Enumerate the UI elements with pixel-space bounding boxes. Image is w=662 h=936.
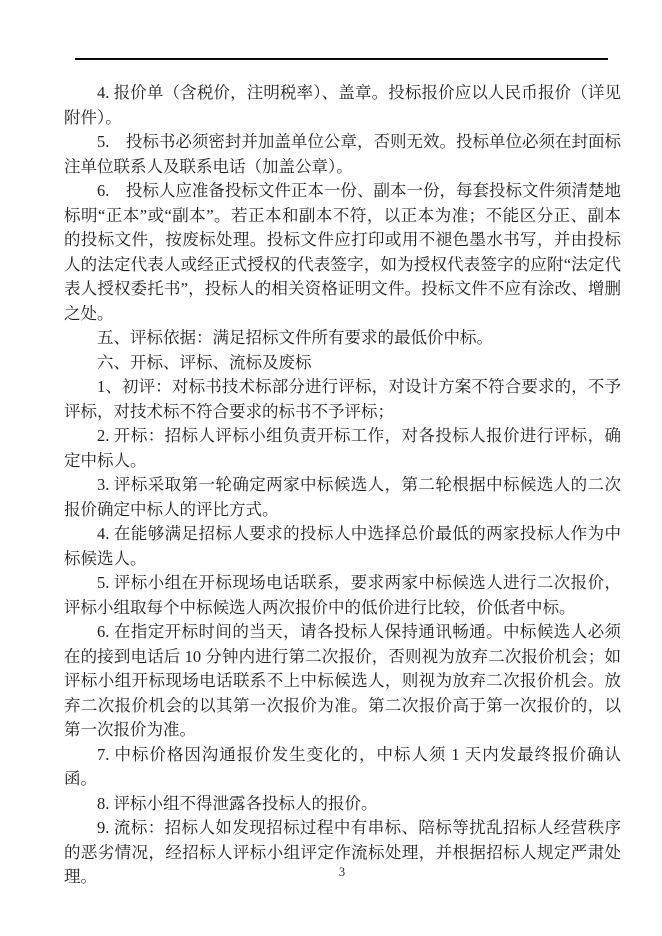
para-6-original-duplicate: 6. 投标人应准备投标文件正本一份、副本一份，每套投标文件须清楚地标明“正本”或“副本”。若正本和副本不符，以正本为准；不能区分正、副本的投标文件，按废标处理。投标文件应打印或用不褪色墨水书写，并由投标人的法定代表人或经正式授权的代表签字，如为授权代表签字的应附“法定代表人授权委托书”，投标人的相关资格证明文件。投标文件不应有涂改、增删之处。 (64, 181, 621, 323)
para-2-bid-opening: 2. 开标：招标人评标小组负责开标工作，对各投标人报价进行评标，确定中标人。 (64, 426, 621, 470)
para-1-initial-evaluation: 1、初评：对标书技术标部分进行评标，对设计方案不符合要求的，不予评标，对技术标不符合要求的标书不予评标； (64, 377, 621, 421)
para-3-two-round-evaluation: 3. 评标采取第一轮确定两家中标候选人，第二轮根据中标候选人的二次报价确定中标人的评比方式。 (64, 475, 621, 519)
para-4-quotation-sheet: 4. 报价单（含税价，注明税率）、盖章。投标报价应以人民币报价（详见附件）。 (64, 83, 621, 127)
document-body (64, 81, 621, 890)
heading-5-evaluation-basis: 五、评标依据：满足招标文件所有要求的最低价中标。 (97, 328, 493, 347)
para-9-failed-bid: 9. 流标：招标人如发现招标过程中有串标、陪标等扰乱招标人经营秩序的恶劣情况，经招标人评标小组评定作流标处理，并根据招标人规定严肃处理。 (64, 818, 621, 886)
para-6-communication-requirement: 6. 在指定开标时间的当天，请各投标人保持通讯畅通。中标候选人必须在的接到电话后 10 分钟内进行第二次报价，否则视为放弃二次报价机会；如评标小组开标现场电话联系不上中标候选人，则视为放弃二次报价机会。放弃二次报价机会的以其第一次报价为准。第二次报价高于第一次报价的，以第一次报价为准。 (64, 622, 621, 739)
para-4-candidate-selection: 4. 在能够满足招标人要求的投标人中选择总价最低的两家投标人作为中标候选人。 (64, 524, 621, 568)
heading-6-bid-opening-evaluation: 六、开标、评标、流标及废标 (97, 352, 312, 372)
para-5-second-quotation: 5. 评标小组在开标现场电话联系，要求两家中标候选人进行二次报价，评标小组取每个中标候选人两次报价中的低价进行比较，价低者中标。 (64, 573, 621, 617)
page-number: 3 (338, 865, 346, 879)
header-rule (75, 58, 608, 60)
para-8-no-disclosure: 8. 评标小组不得泄露各投标人的报价。 (97, 793, 378, 813)
para-5-sealing-stamp: 5. 投标书必须密封并加盖单位公章，否则无效。投标单位必须在封面标注单位联系人及联系电话（加盖公章）。 (64, 132, 621, 176)
para-7-final-quotation-confirmation: 7. 中标价格因沟通报价发生变化的，中标人须 1 天内发最终报价确认函。 (64, 744, 621, 788)
